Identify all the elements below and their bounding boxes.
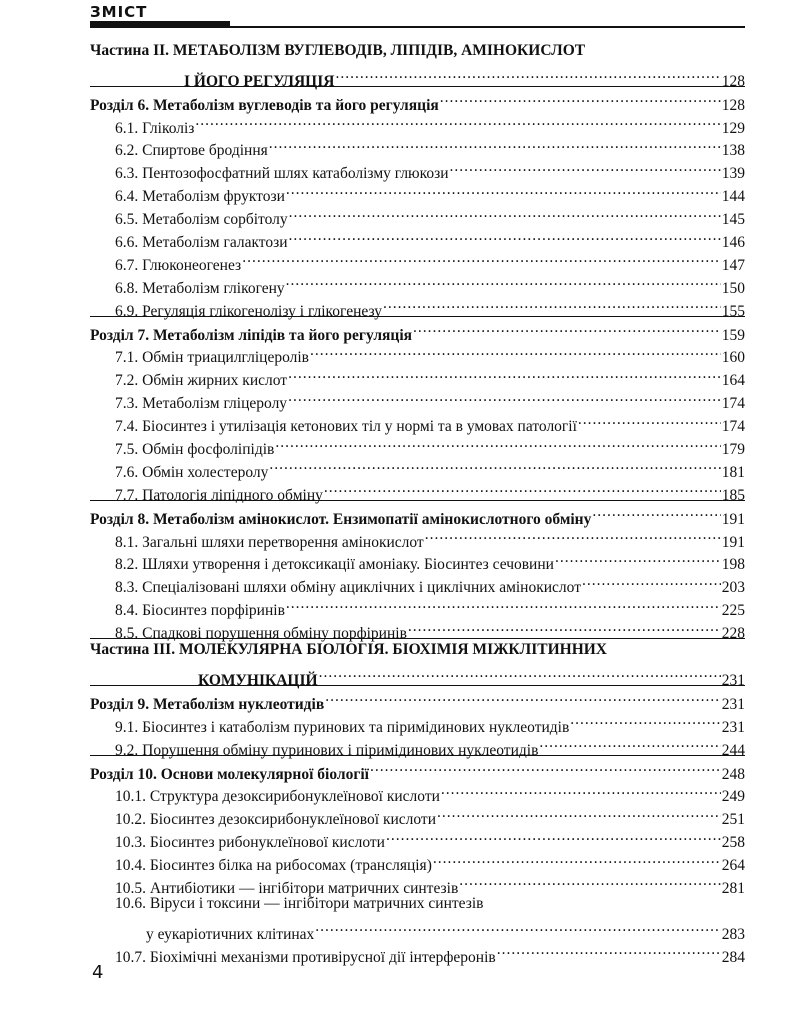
toc-entry-title: 10.5. Антибіотики — інгібітори матричних синтезів [115, 879, 459, 897]
page-header [90, 0, 745, 30]
toc-dot-leader [440, 87, 721, 110]
toc-entry-title: 10.1. Структура дезоксирибонуклеїнової кислоти [115, 788, 440, 806]
toc-dot-leader [288, 385, 721, 408]
toc-entry-page: 264 [721, 857, 745, 875]
toc-dot-leader [319, 662, 721, 685]
toc-entry-title: 6.5. Метаболізм сорбітолу [115, 211, 288, 229]
toc-entry-title: Частина ІІІ. МОЛЕКУЛЯРНА БІОЛОГІЯ. БІОХІМІЯ МІЖКЛІТИННИХ [90, 641, 608, 659]
toc-entry-page: 231 [721, 695, 745, 713]
toc-entry-title: 7.4. Біосинтез і утилізація кетонових тіл у нормі та в умовах патології [115, 418, 577, 436]
toc-entry-page: 160 [721, 349, 745, 367]
toc-entry [90, 639, 745, 662]
toc-entry [90, 686, 745, 713]
toc-entry-page: 145 [721, 211, 745, 229]
toc-entry-title: 10.2. Біосинтез дезоксирибонуклеїнової кислоти [115, 811, 437, 829]
toc-dot-leader [286, 270, 721, 293]
toc-entry [90, 63, 745, 90]
toc-entry-page: 129 [721, 119, 745, 137]
toc-entry-title: 7.5. Обмін фосфоліпідів [115, 441, 275, 459]
toc-entry-title: Розділ 10. Основи молекулярної біології [90, 765, 369, 783]
toc-entry-page: 150 [721, 279, 745, 297]
toc-entry-page: 203 [721, 579, 745, 597]
toc-entry-title: 7.6. Обмін холестеролу [115, 463, 269, 481]
toc-entry-title: 6.9. Регуляція глікогенолізу і глікогенезу [115, 302, 382, 320]
toc-entry-page: 251 [721, 811, 745, 829]
toc-entry-page: 174 [721, 395, 745, 413]
toc-dot-leader [450, 155, 721, 178]
toc-entry-title: 8.5. Спадкові порушення обміну порфіринів [115, 625, 407, 643]
toc-entry-title: 8.3. Спеціалізовані шляхи обміну ациклічних і циклічних амінокислот [115, 579, 581, 597]
toc-dot-leader [310, 340, 721, 363]
toc-entry-page: 155 [721, 302, 745, 320]
toc-dot-leader [582, 569, 721, 592]
toc-dot-leader [433, 847, 721, 870]
header-title: ЗМІСТ [90, 3, 148, 21]
toc-entry-title: КОМУНІКАЦІЙ [198, 671, 318, 689]
toc-dot-leader [286, 178, 721, 201]
toc-dot-leader [386, 824, 721, 847]
toc-dot-leader [324, 477, 721, 500]
toc-entry [90, 893, 745, 916]
toc-entry-title: І ЙОГО РЕГУЛЯЦІЯ [184, 72, 335, 90]
toc-dot-leader [441, 779, 721, 802]
toc-entry-title: 8.4. Біосинтез порфіринів [115, 602, 285, 620]
toc-entry-title: Розділ 8. Метаболізм амінокислот. Ензимопатії амінокислотного обміну [90, 510, 592, 528]
toc-entry-page: 225 [721, 602, 745, 620]
toc-dot-leader [269, 454, 720, 477]
toc-entry-title: 6.8. Метаболізм глікогену [115, 279, 285, 297]
toc-entry-title: 10.7. Біохімічні механізми противірусної дії інтерферонів [115, 948, 496, 966]
toc-entry-title: 10.6. Віруси і токсини — інгібітори матричних синтезів [115, 894, 484, 912]
toc-entry [90, 662, 745, 689]
toc-dot-leader [408, 615, 721, 638]
toc-entry-page: 248 [721, 765, 745, 783]
toc-dot-leader [425, 524, 721, 547]
toc-entry-page: 139 [721, 165, 745, 183]
toc-entry-page: 128 [721, 72, 745, 90]
toc-dot-leader [288, 362, 721, 385]
toc-dot-leader [289, 224, 721, 247]
toc-entry-page: 228 [721, 625, 745, 643]
toc-entry-page: 198 [721, 556, 745, 574]
toc-dot-leader [555, 547, 721, 570]
toc-entry-title: 6.2. Спиртове бродіння [115, 142, 268, 160]
toc-entry-title: 6.4. Метаболізм фруктози [115, 188, 285, 206]
toc-entry-title: Розділ 9. Метаболізм нуклеотидів [90, 695, 325, 713]
toc-entry-page: 231 [721, 671, 745, 689]
toc-dot-leader [383, 293, 721, 316]
toc-dot-leader [286, 592, 721, 615]
toc-entry-title: 9.1. Біосинтез і катаболізм пуринових та піримідинових нуклеотидів [115, 718, 570, 736]
toc-entry-title: у еукаріотичних клітинах [146, 925, 315, 943]
toc-entry-title: Розділ 6. Метаболізм вуглеводів та його регуляція [90, 96, 439, 114]
toc-dot-leader [497, 939, 721, 962]
toc-dot-leader [570, 709, 720, 732]
page-number: 4 [92, 962, 104, 983]
toc-entry-title: 9.2. Порушення обміну пуринових і піримідинових нуклеотидів [115, 741, 539, 759]
toc-entry-title: 10.4. Біосинтез білка на рибосомах (трансляція) [115, 857, 432, 875]
toc-entry-title: 8.2. Шляхи утворення і детоксикації амоніаку. Біосинтез сечовини [115, 556, 554, 574]
toc-entry-page: 249 [721, 788, 745, 806]
toc-dot-leader [578, 408, 721, 431]
toc-entry-page: 164 [721, 372, 745, 390]
toc-dot-leader [242, 247, 721, 270]
toc-entry-page: 244 [721, 741, 745, 759]
toc-dot-leader [459, 870, 720, 893]
toc-entry-title: 6.1. Гліколіз [115, 119, 195, 137]
toc-dot-leader [592, 501, 720, 524]
toc-entry-page: 281 [721, 879, 745, 897]
toc-dot-leader [437, 801, 721, 824]
toc-entry-title: Частина ІІ. МЕТАБОЛІЗМ ВУГЛЕВОДІВ, ЛІПІДІВ, АМІНОКИСЛОТ [90, 42, 586, 59]
toc-dot-leader [370, 756, 721, 779]
toc-entry-page: 174 [721, 418, 745, 436]
table-of-contents [90, 40, 745, 966]
toc-entry-title: 7.7. Патологія ліпідного обміну [115, 486, 323, 504]
toc-entry-title: 7.1. Обмін триацилгліцеролів [115, 349, 309, 367]
toc-entry-page: 284 [721, 948, 745, 966]
toc-entry-page: 181 [721, 463, 745, 481]
toc-entry-title: 7.3. Метаболізм гліцеролу [115, 395, 288, 413]
toc-dot-leader [275, 431, 720, 454]
toc-dot-leader [195, 110, 720, 133]
toc-entry-title: 10.3. Біосинтез рибонуклеїнової кислоти [115, 834, 385, 852]
toc-entry-page: 144 [721, 188, 745, 206]
toc-entry-title: 6.3. Пентозофосфатний шлях катаболізму глюкози [115, 165, 449, 183]
toc-dot-leader [539, 732, 720, 755]
toc-entry-page: 138 [721, 142, 745, 160]
toc-dot-leader [269, 133, 721, 156]
toc-entry-title: 6.7. Глюконеогенез [115, 256, 242, 274]
toc-entry-page: 258 [721, 834, 745, 852]
toc-entry-title: 6.6. Метаболізм галактози [115, 234, 288, 252]
toc-dot-leader [325, 686, 721, 709]
toc-entry-title: 7.2. Обмін жирних кислот [115, 372, 288, 390]
toc-entry-page: 147 [721, 256, 745, 274]
toc-entry-page: 179 [721, 441, 745, 459]
toc-dot-leader [289, 201, 721, 224]
toc-entry-page: 231 [721, 718, 745, 736]
toc-entry-page: 146 [721, 234, 745, 252]
toc-entry-page: 128 [721, 96, 745, 114]
toc-dot-leader [335, 63, 720, 86]
toc-entry-page: 191 [721, 533, 745, 551]
toc-entry-page: 185 [721, 486, 745, 504]
header-rule [90, 26, 745, 28]
toc-dot-leader [315, 916, 720, 939]
toc-entry-page: 283 [721, 925, 745, 943]
toc-entry [90, 40, 745, 63]
toc-entry-title: Розділ 7. Метаболізм ліпідів та його регуляція [90, 326, 413, 344]
toc-entry-title: 8.1. Загальні шляхи перетворення амінокислот [115, 533, 424, 551]
toc-entry-page: 159 [721, 326, 745, 344]
toc-entry [90, 916, 745, 943]
toc-dot-leader [413, 317, 721, 340]
toc-entry-page: 191 [721, 510, 745, 528]
